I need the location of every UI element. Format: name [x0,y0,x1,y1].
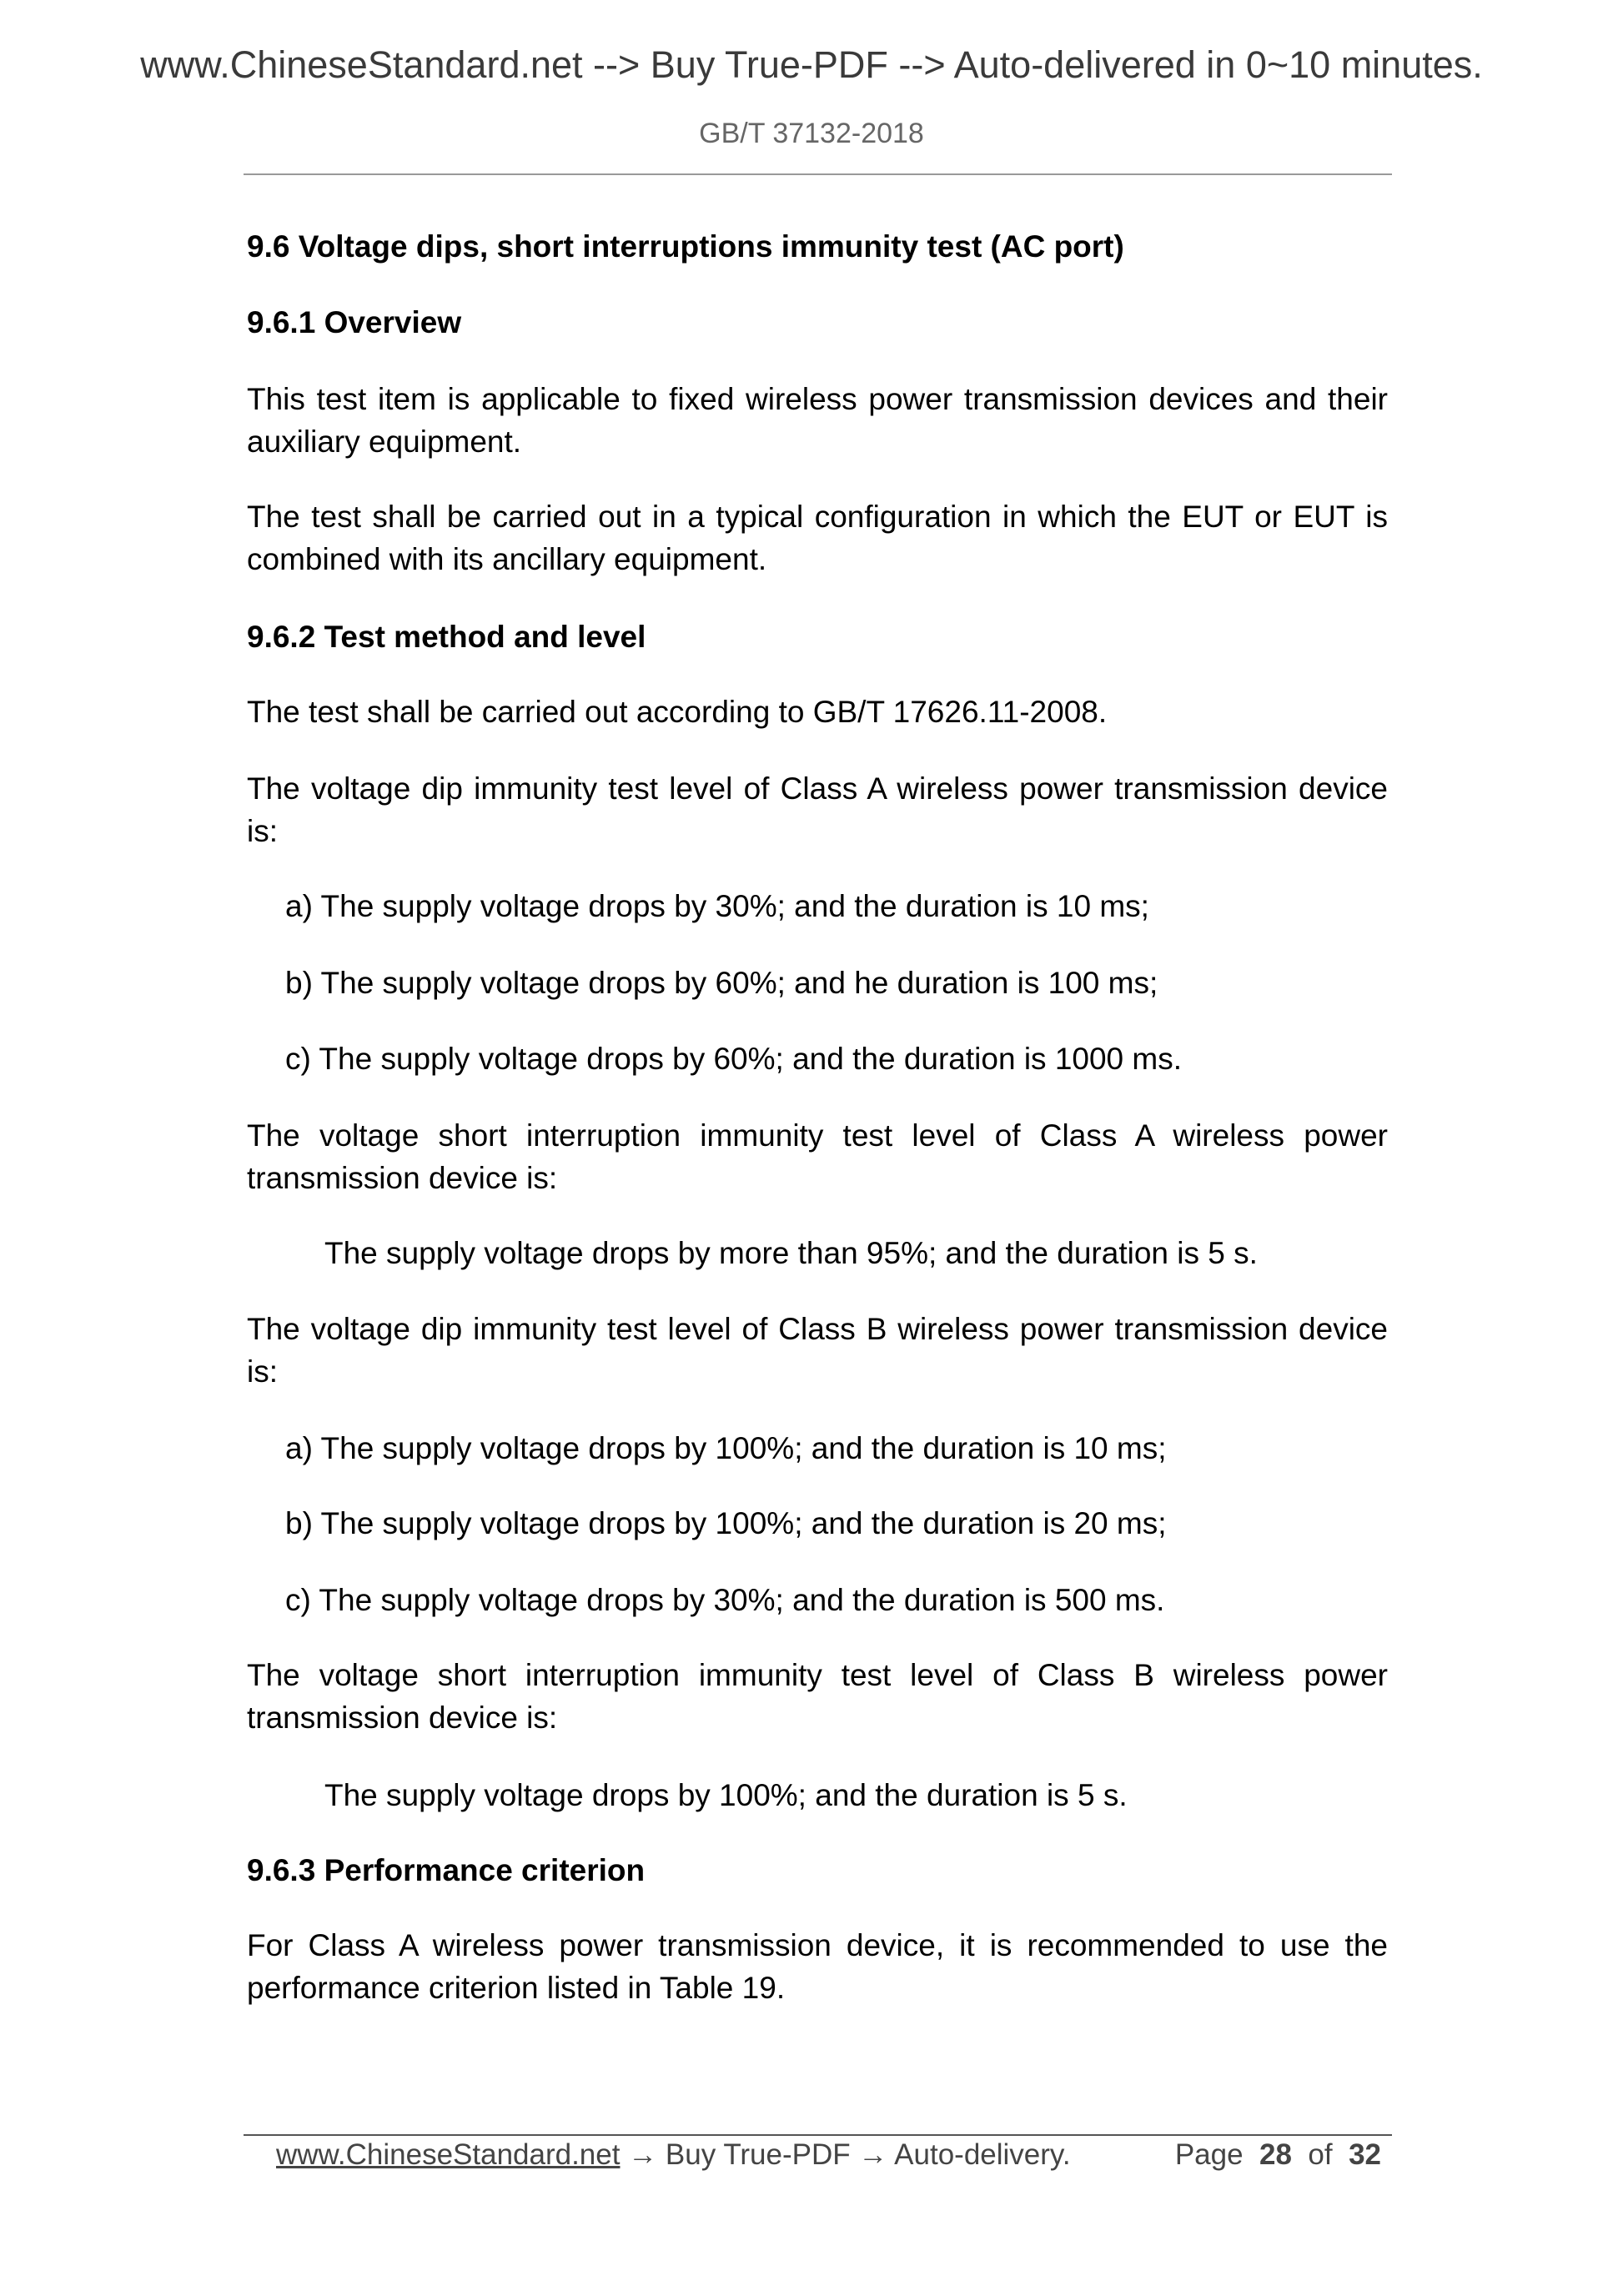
indented-paragraph: The supply voltage drops by 100%; and the duration is 5 s. [324,1778,1128,1812]
list-item: a) The supply voltage drops by 100%; and the duration is 10 ms; [285,1431,1167,1465]
footer-text [276,2138,1071,2172]
current-page: 28 [1259,2138,1292,2171]
paragraph: The test shall be carried out in a typical configuration in which the EUT or EUT is combined with its ancillary equipment. [247,500,1388,576]
total-pages: 32 [1349,2138,1381,2171]
page-number [1175,2138,1381,2172]
list-item: b) The supply voltage drops by 100%; and the duration is 20 ms; [285,1506,1167,1540]
paragraph: The voltage short interruption immunity test level of Class A wireless power transmission device is: [247,1118,1388,1195]
subsection-heading: 9.6.1 Overview [247,305,462,339]
indented-paragraph: The supply voltage drops by more than 95%; and the duration is 5 s. [324,1236,1258,1270]
list-item: a) The supply voltage drops by 30%; and the duration is 10 ms; [285,889,1149,923]
paragraph: For Class A wireless power transmission device, it is recommended to use the performance criterion listed in Table 19. [247,1928,1388,2005]
list-item: c) The supply voltage drops by 30%; and the duration is 500 ms. [285,1583,1165,1617]
subsection-heading: 9.6.2 Test method and level [247,620,646,654]
footer-divider [244,2134,1392,2136]
footer-link[interactable]: www.ChineseStandard.net [276,2138,621,2171]
header-divider [244,173,1392,175]
paragraph: The test shall be carried out according to GB/T 17626.11-2008. [247,695,1108,729]
list-item: b) The supply voltage drops by 60%; and he duration is 100 ms; [285,966,1158,1000]
paragraph: This test item is applicable to fixed wireless power transmission devices and their auxiliary equipment. [247,382,1388,459]
document-id: GB/T 37132-2018 [699,118,924,149]
paragraph: The voltage short interruption immunity test level of Class B wireless power transmission device is: [247,1658,1388,1735]
header-banner: www.ChineseStandard.net --> Buy True-PDF --> Auto-delivered in 0~10 minutes. [140,43,1483,86]
list-item: c) The supply voltage drops by 60%; and the duration is 1000 ms. [285,1042,1183,1076]
page-label: Page [1174,2138,1244,2171]
footer-tagline: → Buy True-PDF → Auto-delivery. [620,2138,1071,2171]
of-label: of [1308,2138,1333,2171]
paragraph: The voltage dip immunity test level of Class A wireless power transmission device is: [247,771,1388,848]
section-heading: 9.6 Voltage dips, short interruptions immunity test (AC port) [247,229,1124,264]
paragraph: The voltage dip immunity test level of Class B wireless power transmission device is: [247,1312,1388,1389]
subsection-heading: 9.6.3 Performance criterion [247,1853,646,1887]
